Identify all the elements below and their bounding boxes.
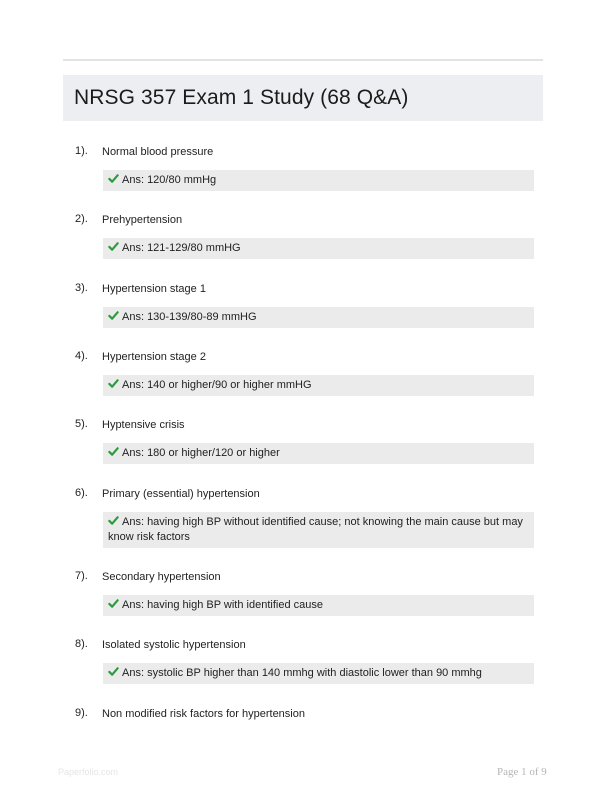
footer-watermark: Paperfolio.com — [58, 767, 119, 777]
question-text: Normal blood pressure — [102, 146, 214, 158]
check-icon — [108, 241, 119, 252]
answer-box — [103, 443, 534, 464]
question-number: 8). — [75, 638, 88, 650]
check-icon — [108, 173, 119, 184]
question-text: Hyptensive crisis — [102, 419, 185, 431]
question-number: 1). — [75, 145, 88, 157]
check-icon — [108, 666, 119, 677]
check-icon — [108, 515, 119, 526]
question-text: Isolated systolic hypertension — [102, 639, 246, 651]
question-number: 3). — [75, 282, 88, 294]
top-divider — [63, 59, 543, 61]
answer-box — [103, 595, 534, 616]
title-band — [63, 75, 543, 121]
check-icon — [108, 310, 119, 321]
answer-text: Ans: 130-139/80-89 mmHG — [122, 311, 257, 323]
question-number: 2). — [75, 213, 88, 225]
question-text: Primary (essential) hypertension — [102, 488, 260, 500]
question-text: Hypertension stage 1 — [102, 283, 206, 295]
check-icon — [108, 446, 119, 457]
page-title: NRSG 357 Exam 1 Study (68 Q&A) — [74, 86, 409, 109]
question-number: 7). — [75, 570, 88, 582]
check-icon — [108, 598, 119, 609]
answer-box — [103, 663, 534, 684]
question-number: 9). — [75, 707, 88, 719]
question-text: Non modified risk factors for hypertension — [102, 708, 305, 720]
answer-text: Ans: having high BP with identified cause — [122, 599, 323, 611]
answer-text: Ans: 180 or higher/120 or higher — [122, 447, 280, 459]
page-number: Page 1 of 9 — [497, 766, 547, 778]
answer-text: Ans: 121-129/80 mmHG — [122, 242, 241, 254]
answer-text: Ans: 140 or higher/90 or higher mmHG — [122, 379, 312, 391]
question-number: 4). — [75, 350, 88, 362]
answer-box — [103, 512, 534, 548]
check-icon — [108, 378, 119, 389]
question-text: Hypertension stage 2 — [102, 351, 206, 363]
answer-box — [103, 375, 534, 396]
question-text: Secondary hypertension — [102, 571, 221, 583]
answer-text: Ans: 120/80 mmHg — [122, 174, 217, 186]
question-text: Prehypertension — [102, 214, 183, 226]
answer-box — [103, 307, 534, 328]
question-number: 6). — [75, 487, 88, 499]
answer-text: Ans: systolic BP higher than 140 mmhg with diastolic lower than 90 mmhg — [122, 667, 482, 679]
answer-text: Ans: having high BP without identified cause; not knowing the main cause but may know risk factors — [108, 516, 523, 543]
answer-box — [103, 238, 534, 259]
answer-box — [103, 170, 534, 191]
question-number: 5). — [75, 418, 88, 430]
